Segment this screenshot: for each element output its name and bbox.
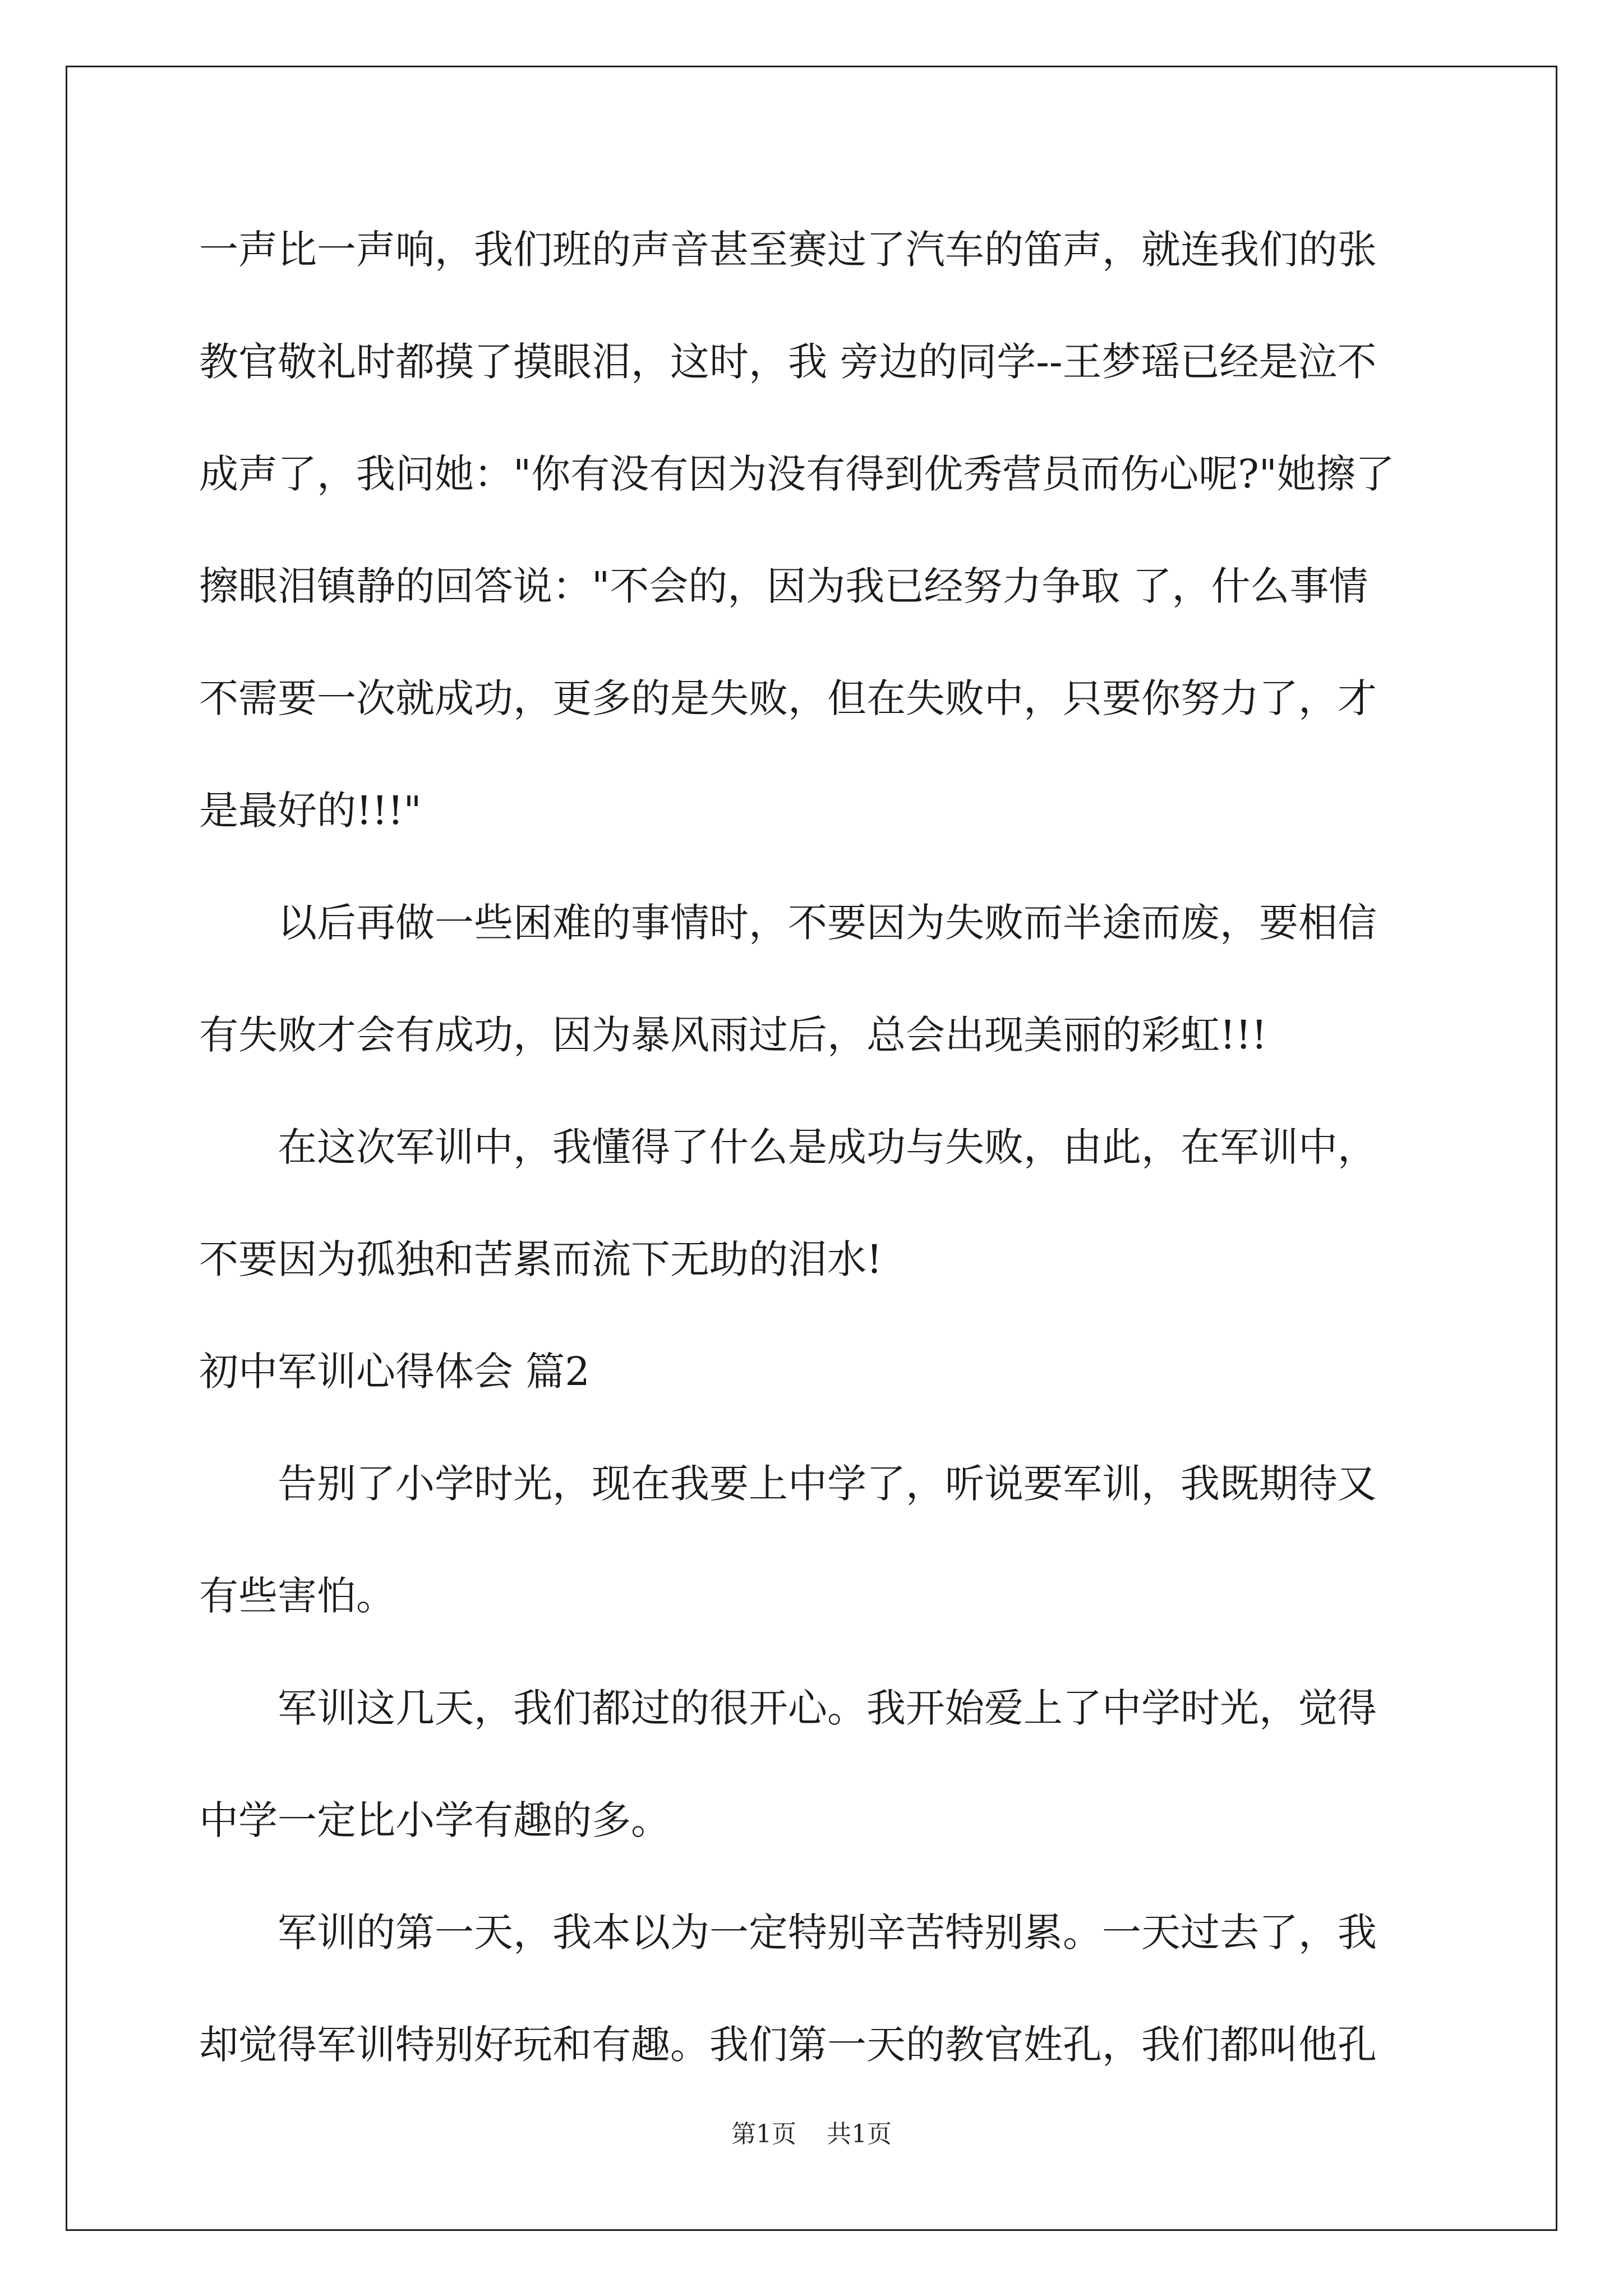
text-line-8: 有失败才会有成功，因为暴风雨过后，总会出现美丽的彩虹!!! [199,1012,1267,1058]
document-body [199,222,1433,2129]
text-line-6: 是最好的!!!" [199,788,422,834]
text-line-4: 擦眼泪镇静的回答说："不会的，因为我已经努力争取 了，什么事情 [199,563,1368,609]
text-line-1: 一声比一声响，我们班的声音甚至赛过了汽车的笛声，就连我们的张 [199,227,1377,273]
page-total: 共1页 [827,2120,892,2148]
text-line-7: 以后再做一些困难的事情时，不要因为失败而半途而废，要相信 [278,900,1377,946]
text-line-14: 军训这几天，我们都过的很开心。我开始爱上了中学时光，觉得 [278,1685,1377,1731]
text-line-2: 教官敬礼时都摸了摸眼泪，这时，我 旁边的同学--王梦瑶已经是泣不 [199,339,1377,385]
text-line-10: 不要因为孤独和苦累而流下无助的泪水! [199,1236,883,1282]
text-line-15: 中学一定比小学有趣的多。 [199,1797,670,1843]
page-footer [0,2118,1623,2151]
text-line-3: 成声了，我问她："你有没有因为没有得到优秀营员而伤心呢?"她擦了 [199,451,1395,497]
text-line-12: 告别了小学时光，现在我要上中学了，听说要军训，我既期待又 [278,1461,1377,1507]
text-line-9: 在这次军训中，我懂得了什么是成功与失败，由此，在军训中， [278,1124,1377,1170]
text-line-13: 有些害怕。 [199,1573,395,1619]
text-line-5: 不需要一次就成功，更多的是失败，但在失败中，只要你努力了，才 [199,675,1377,721]
page-number: 第1页 [731,2120,796,2148]
text-line-16: 军训的第一天，我本以为一定特别辛苦特别累。一天过去了，我 [278,1910,1377,1955]
text-line-17: 却觉得军训特别好玩和有趣。我们第一天的教官姓孔，我们都叫他孔 [199,2022,1377,2068]
section-heading: 初中军训心得体会 篇2 [199,1349,590,1395]
